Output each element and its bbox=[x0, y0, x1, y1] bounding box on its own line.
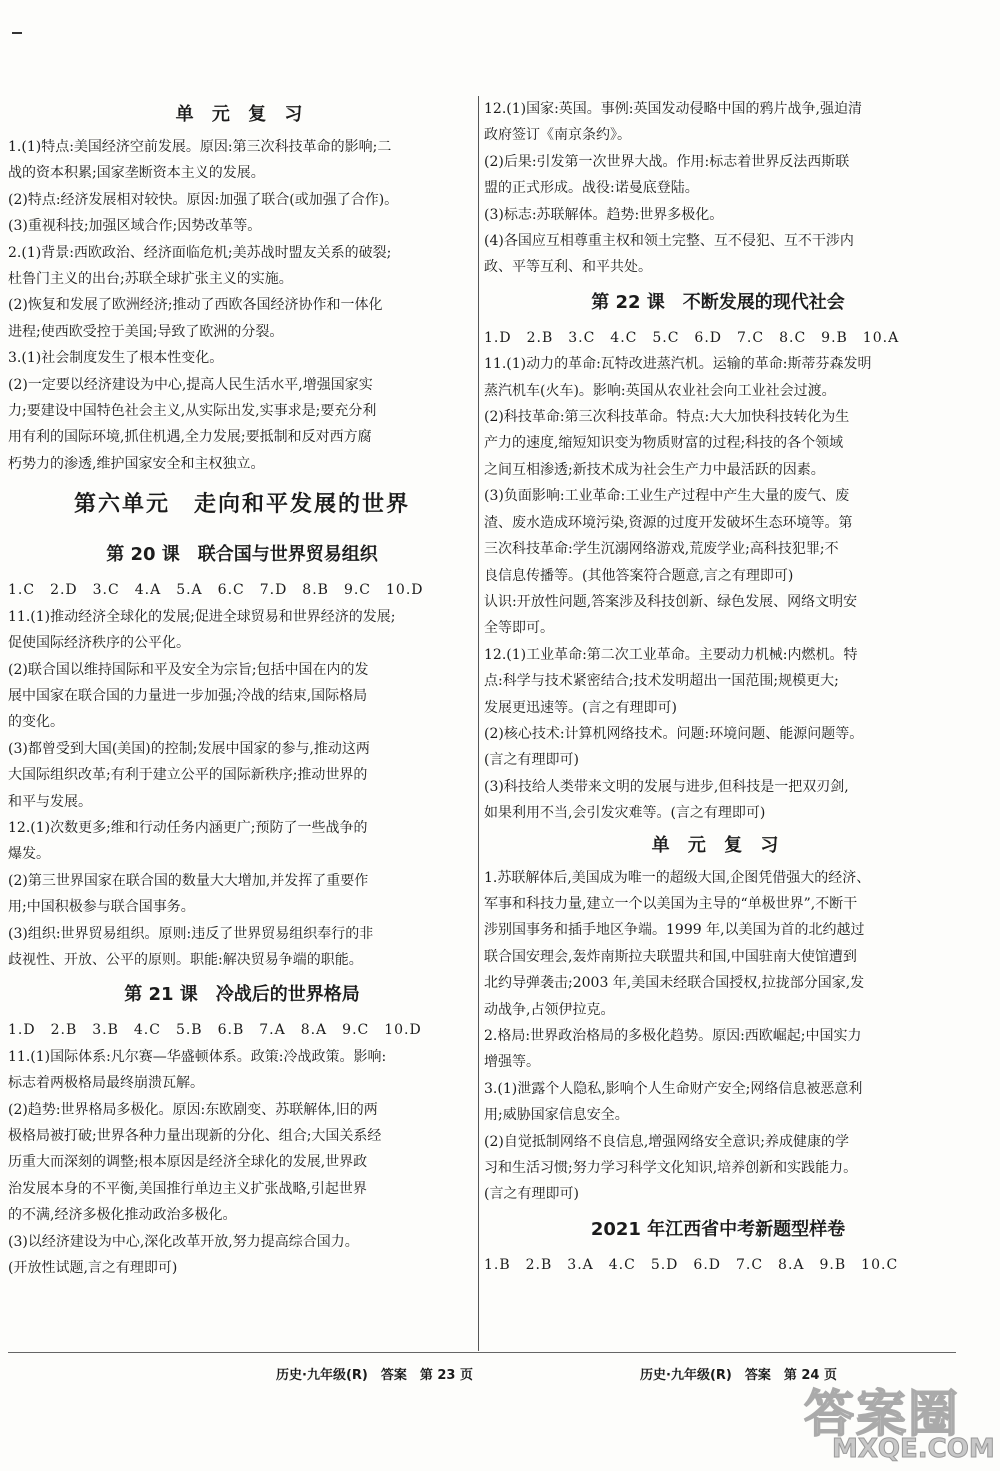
text-line: 力;要建设中国特色社会主义,从实际出发,实事求是;要充分利 bbox=[8, 403, 377, 420]
text-line: (3)科技给人类带来文明的发展与进步,但科技是一把双刃剑, bbox=[484, 778, 849, 795]
text-line: 盟的正式形成。战役:诺曼底登陆。 bbox=[484, 180, 699, 197]
text-line: 标志着两极格局最终崩溃瓦解。 bbox=[8, 1075, 204, 1092]
right-column bbox=[484, 96, 952, 1278]
lesson22-body bbox=[484, 351, 952, 826]
watermark-text: 答案圈 bbox=[804, 1385, 960, 1443]
text-line: (言之有理即可) bbox=[484, 1186, 579, 1203]
text-line: 发展更迅速等。(言之有理即可) bbox=[484, 699, 677, 716]
lesson21-continued bbox=[484, 96, 952, 281]
lesson21-choice-answers: 1.D 2.B 3.B 4.C 5.B 6.B 7.A 8.A 9.C 10.D bbox=[8, 1022, 422, 1039]
unit6-title: 第六单元 走向和平发展的世界 bbox=[73, 492, 410, 518]
text-line: 和平与发展。 bbox=[8, 793, 92, 810]
text-line: (2)科技革命:第三次科技革命。特点:大大加快科技转化为生 bbox=[484, 409, 850, 426]
text-line: 极格局被打破;世界各种力量出现新的分化、组合;大国关系经 bbox=[8, 1128, 382, 1144]
text-line: 之间互相渗透;新技术成为社会生产力中最活跃的因素。 bbox=[484, 461, 825, 478]
text-line: 大国际组织改革;有利于建立公平的国际新秩序;推动世界的 bbox=[8, 767, 368, 784]
text-line: 政府签订《南京条约》。 bbox=[484, 127, 631, 144]
text-line: 蒸汽机车(火车)。影响:英国从农业社会向工业社会过渡。 bbox=[484, 382, 836, 399]
text-line: (言之有理即可) bbox=[484, 752, 579, 769]
text-line: (3)负面影响:工业革命:工业生产过程中产生大量的废气、废 bbox=[484, 488, 850, 505]
text-line: 杜鲁门主义的出台;苏联全球扩张主义的实施。 bbox=[8, 271, 293, 288]
text-line: 军事和科技力量,建立一个以美国为主导的“单极世界”,不断干 bbox=[484, 895, 858, 912]
lesson20-choice-answers: 1.C 2.D 3.C 4.A 5.A 6.C 7.D 8.B 9.C 10.D bbox=[8, 582, 424, 599]
unit-review-body-2 bbox=[484, 865, 952, 1208]
text-line: 爆发。 bbox=[8, 846, 50, 863]
lesson20-body bbox=[8, 604, 476, 974]
unit-review-title-2: 单 元 复 习 bbox=[651, 834, 785, 856]
text-line: 进程;使西欧受控于美国;导致了欧洲的分裂。 bbox=[8, 323, 284, 340]
page-footer-right: 历史·九年级(R) 答案 第 24 页 bbox=[640, 1368, 837, 1383]
text-line: 3.(1)泄露个人隐私,影响个人生命财产安全;网络信息被恶意利 bbox=[484, 1080, 863, 1097]
text-line: 的不满,经济多极化推动政治多极化。 bbox=[8, 1207, 237, 1224]
column-divider bbox=[478, 96, 479, 1351]
text-line: (2)核心技术:计算机网络技术。问题:环境问题、能源问题等。 bbox=[484, 725, 864, 742]
text-line: 渣、废水造成环境污染,资源的过度开发破坏生态环境等。第 bbox=[484, 514, 853, 531]
text-line: 三次科技革命:学生沉溺网络游戏,荒废学业;高科技犯罪;不 bbox=[484, 541, 839, 558]
text-line: (2)特点:经济发展相对较快。原因:加强了联合(或加强了合作)。 bbox=[8, 191, 399, 208]
exam-title: 2021 年江西省中考新题型样卷 bbox=[590, 1218, 846, 1240]
text-line: 朽势力的渗透,维护国家安全和主权独立。 bbox=[8, 455, 265, 472]
text-line: 用;威胁国家信息安全。 bbox=[484, 1107, 629, 1124]
text-line: (3)重视科技;加强区域合作;因势改革等。 bbox=[8, 218, 262, 235]
text-line: 北约导弹袭击;2003 年,美国未经联合国授权,拉拢部分国家,发 bbox=[484, 975, 865, 992]
text-line: 歧视性、开放、公平的原则。职能:解决贸易争端的职能。 bbox=[8, 951, 363, 968]
text-line: (4)各国应互相尊重主权和领土完整、互不侵犯、互不干涉内 bbox=[484, 233, 854, 250]
text-line: 涉别国事务和插手地区争端。1999 年,以美国为首的北约越过 bbox=[484, 922, 865, 939]
text-line: 促使国际经济秩序的公平化。 bbox=[8, 635, 190, 652]
text-line: 3.(1)社会制度发生了根本性变化。 bbox=[8, 350, 224, 367]
text-line: (3)以经济建设为中心,深化改革开放,努力提高综合国力。 bbox=[8, 1233, 359, 1250]
text-line: 11.(1)动力的革命:瓦特改进蒸汽机。运输的革命:斯蒂芬森发明 bbox=[484, 356, 872, 373]
text-line: 11.(1)国际体系:凡尔赛—华盛顿体系。政策:冷战政策。影响: bbox=[8, 1048, 387, 1065]
text-line: 点:科学与技术紧密结合;技术发明超出一国范围;规模更大; bbox=[484, 673, 839, 690]
lesson22-choice-answers: 1.D 2.B 3.C 4.C 5.C 6.D 7.C 8.C 9.B 10.A bbox=[484, 329, 900, 346]
text-line: 1.(1)特点:美国经济空前发展。原因:第三次科技革命的影响;二 bbox=[8, 139, 392, 155]
text-line: 11.(1)推动经济全球化的发展;促进全球贸易和世界经济的发展; bbox=[8, 608, 396, 625]
unit-review-body bbox=[8, 134, 476, 477]
text-line: (2)趋势:世界格局多极化。原因:东欧剧变、苏联解体,旧的两 bbox=[8, 1101, 378, 1118]
text-line: (2)联合国以维持国际和平及安全为宗旨;包括中国在内的发 bbox=[8, 661, 369, 678]
text-line: (3)都曾受到大国(美国)的控制;发展中国家的参与,推动这两 bbox=[8, 740, 370, 757]
unit-review-title: 单 元 复 习 bbox=[175, 104, 309, 125]
text-line: 政、平等互利、和平共处。 bbox=[484, 259, 652, 276]
text-line: 的变化。 bbox=[8, 714, 64, 731]
text-line: (2)一定要以经济建设为中心,提高人民生活水平,增强国家实 bbox=[8, 376, 373, 393]
watermark-url: MXQE.COM bbox=[832, 1434, 995, 1464]
lesson21-title: 第 21 课 冷战后的世界格局 bbox=[124, 984, 360, 1006]
text-line: 展中国家在联合国的力量进一步加强;冷战的结束,国际格局 bbox=[8, 687, 368, 704]
lesson20-title: 第 20 课 联合国与世界贸易组织 bbox=[106, 544, 378, 566]
text-line: (开放性试题,言之有理即可) bbox=[8, 1260, 178, 1277]
text-line: 动战争,占领伊拉克。 bbox=[484, 1001, 615, 1018]
text-line: 全等即可。 bbox=[484, 620, 554, 637]
page-footer-left: 历史·九年级(R) 答案 第 23 页 bbox=[276, 1368, 473, 1383]
text-line: 历重大而深刻的调整;根本原因是经济全球化的发展,世界政 bbox=[8, 1154, 368, 1171]
text-line: 产力的速度,缩短知识变为物质财富的过程;科技的各个领域 bbox=[484, 435, 844, 452]
text-line: (2)后果:引发第一次世界大战。作用:标志着世界反法西斯联 bbox=[484, 153, 850, 170]
text-line: 2.(1)背景:西欧政治、经济面临危机;美苏战时盟友关系的破裂; bbox=[8, 244, 392, 261]
text-line: 习和生活习惯;努力学习科学文化知识,培养创新和实践能力。 bbox=[484, 1160, 858, 1177]
text-line: 认识:开放性问题,答案涉及科技创新、绿色发展、网络文明安 bbox=[484, 593, 858, 610]
watermark-logo bbox=[804, 1372, 994, 1468]
lesson21-body bbox=[8, 1044, 476, 1282]
text-line: 1.苏联解体后,美国成为唯一的超级大国,企图凭借强大的经济、 bbox=[484, 869, 871, 886]
text-line: 联合国安理会,轰炸南斯拉夫联盟共和国,中国驻南大使馆遭到 bbox=[484, 948, 857, 965]
text-line: (2)恢复和发展了欧洲经济;推动了西欧各国经济协作和一体化 bbox=[8, 297, 383, 314]
text-line: (3)标志:苏联解体。趋势:世界多极化。 bbox=[484, 206, 724, 223]
text-line: 2.格局:世界政治格局的多极化趋势。原因:西欧崛起;中国实力 bbox=[484, 1028, 862, 1044]
left-column bbox=[8, 96, 476, 1281]
text-line: 12.(1)国家:英国。事例:英国发动侵略中国的鸦片战争,强迫清 bbox=[484, 101, 862, 117]
text-line: 如果利用不当,会引发灾难等。(言之有理即可) bbox=[484, 805, 766, 822]
text-line: 用有利的国际环境,抓住机遇,全力发展;要抵制和反对西方腐 bbox=[8, 429, 372, 446]
text-line: 良信息传播等。(其他答案符合题意,言之有理即可) bbox=[484, 567, 794, 584]
text-line: 战的资本积累;国家垄断资本主义的发展。 bbox=[8, 165, 265, 182]
text-line: (3)组织:世界贸易组织。原则:违反了世界贸易组织奉行的非 bbox=[8, 925, 374, 942]
text-line: 12.(1)工业革命:第二次工业革命。主要动力机械:内燃机。特 bbox=[484, 646, 858, 663]
text-line: 12.(1)次数更多;维和行动任务内涵更广;预防了一些战争的 bbox=[8, 819, 368, 836]
text-line: 治发展本身的不平衡,美国推行单边主义扩张战略,引起世界 bbox=[8, 1180, 367, 1197]
footer-rule bbox=[8, 1352, 956, 1353]
text-line: (2)自觉抵制网络不良信息,增强网络安全意识;养成健康的学 bbox=[484, 1133, 849, 1150]
exam-choice-answers: 1.B 2.B 3.A 4.C 5.D 6.D 7.C 8.A 9.B 10.C bbox=[484, 1256, 899, 1273]
corner-mark bbox=[12, 32, 22, 34]
text-line: 用;中国积极参与联合国事务。 bbox=[8, 899, 195, 916]
lesson22-title: 第 22 课 不断发展的现代社会 bbox=[591, 291, 845, 313]
text-line: 增强等。 bbox=[484, 1054, 540, 1071]
text-line: (2)第三世界国家在联合国的数量大大增加,并发挥了重要作 bbox=[8, 872, 369, 889]
